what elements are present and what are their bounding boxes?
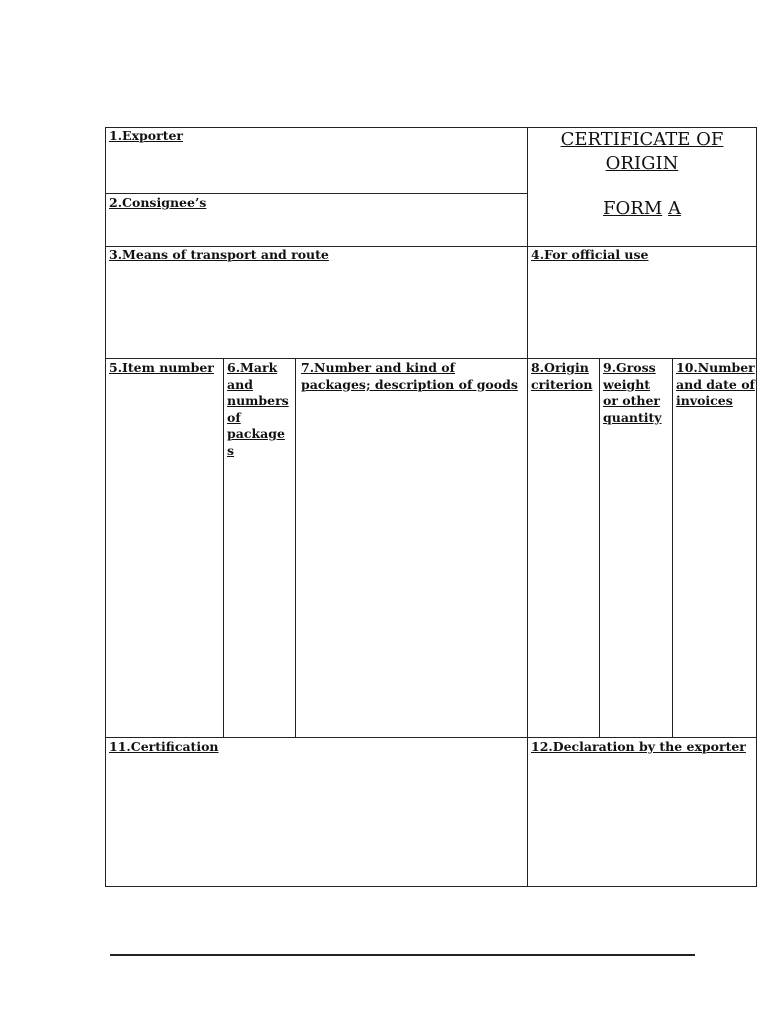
field-declaration-label: 12.Declaration by the exporter	[531, 739, 746, 754]
divider-row-items	[105, 358, 757, 359]
title-line-2: ORIGIN	[605, 153, 679, 174]
title-form-word: FORM	[603, 198, 663, 219]
divider-col-marks	[223, 358, 224, 738]
form-border-left	[105, 127, 106, 887]
field-invoices-label: 10.Number and date of invoices	[676, 360, 755, 408]
field-packages-label: 7.Number and kind of packages; description of goods	[301, 360, 518, 392]
field-item-number-label: 5.Item number	[109, 360, 214, 375]
form-border-right	[756, 127, 757, 887]
divider-col-packages	[295, 358, 296, 738]
title-line-1: CERTIFICATE OF	[560, 129, 724, 150]
field-gross-weight-label: 9.Gross weight or other quantity	[603, 360, 662, 425]
field-official-use-label: 4.For official use	[531, 247, 649, 262]
title-line-3	[528, 197, 756, 221]
footer-rule	[110, 954, 695, 956]
divider-row-certification	[105, 737, 757, 738]
divider-col-weight	[599, 358, 600, 738]
divider-main-vertical	[527, 127, 528, 887]
field-marks-label: 6.Mark and numbers of packages	[227, 360, 289, 458]
field-certification-label: 11.Certification	[109, 739, 219, 754]
divider-exporter-consignee	[105, 193, 528, 194]
field-consignee-label: 2.Consignee’s	[109, 195, 207, 210]
field-exporter-label: 1.Exporter	[109, 128, 184, 143]
form-border-bottom	[105, 886, 757, 887]
form-title	[528, 128, 756, 221]
field-origin-label: 8.Origin criterion	[531, 360, 593, 392]
certificate-form	[105, 127, 757, 887]
divider-col-invoices	[672, 358, 673, 738]
field-transport-label: 3.Means of transport and route	[109, 247, 329, 262]
title-form-letter: A	[667, 198, 681, 219]
